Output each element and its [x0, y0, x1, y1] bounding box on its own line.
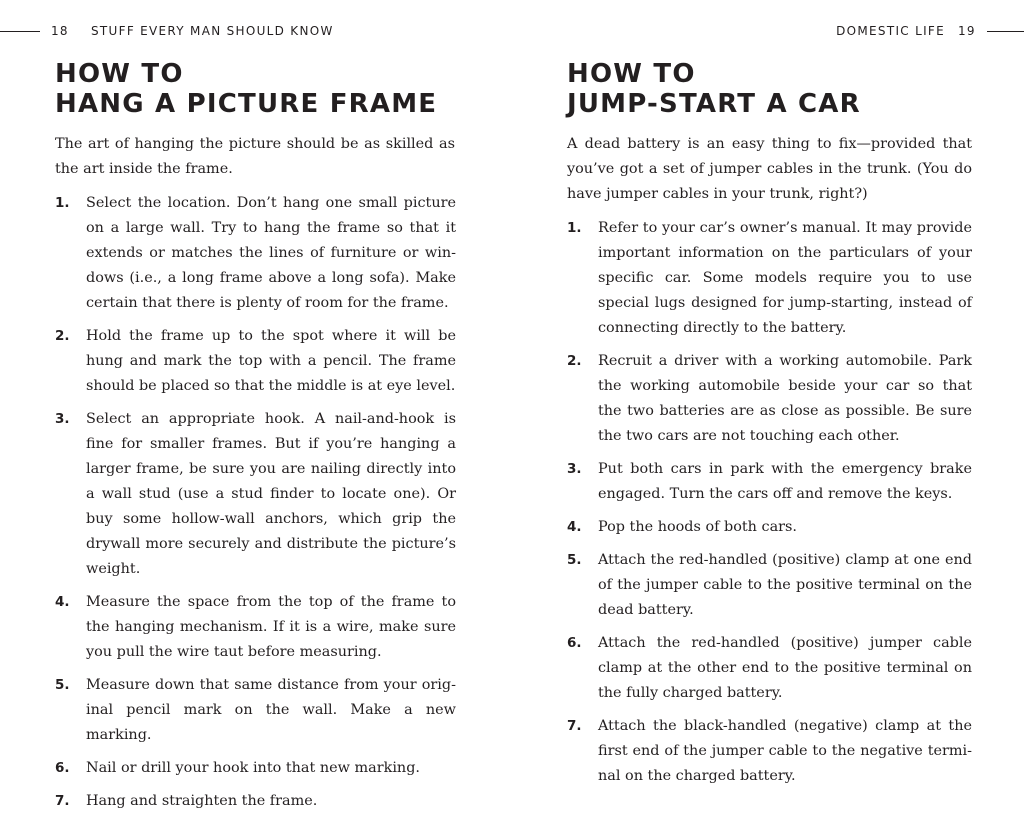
step-text: Hang and straighten the frame. [86, 793, 318, 809]
right-page [512, 0, 1024, 839]
step-number: 6. [55, 760, 70, 776]
step-number: 6. [567, 635, 582, 651]
step-text: Measure the space from the top of the frame to the hanging mechanism. If it is a wire, make sure you pull the wire taut before measuring. [86, 594, 456, 660]
step-item [567, 548, 972, 623]
running-head-rule [0, 31, 40, 32]
step-text: Refer to your car’s owner’s manual. It may provide important information on the particulars of your specific car. Some models require you to use special lugs designed for jump-starting, instead of connecting directly to the battery. [598, 220, 972, 336]
step-number: 4. [55, 594, 70, 610]
step-item [567, 631, 972, 706]
running-head-title: STUFF EVERY MAN SHOULD KNOW [91, 24, 334, 38]
step-item [55, 590, 456, 665]
step-item [567, 349, 972, 449]
steps-list [567, 216, 972, 797]
step-text: Nail or drill your hook into that new marking. [86, 760, 420, 776]
step-text: Hold the frame up to the spot where it will be hung and mark the top with a pencil. The frame should be placed so that the middle is at eye level. [86, 328, 456, 394]
step-text: Put both cars in park with the emergency brake engaged. Turn the cars off and remove the keys. [598, 461, 972, 502]
heading-line-2: JUMP-START A CAR [567, 89, 861, 119]
step-text: Attach the red-handled (positive) clamp at one end of the jumper cable to the positive terminal on the dead battery. [598, 552, 972, 618]
step-item [567, 457, 972, 507]
step-item [55, 756, 456, 781]
intro-paragraph: The art of hanging the picture should be as skilled as the art inside the frame. [55, 136, 455, 177]
step-number: 4. [567, 519, 582, 535]
step-text: Attach the red-handled (positive) jumper cable clamp at the other end to the positive terminal on the fully charged battery. [598, 635, 972, 701]
steps-list [55, 191, 456, 822]
step-number: 2. [55, 328, 70, 344]
step-number: 7. [567, 718, 582, 734]
step-text: Select the location. Don’t hang one small picture on a large wall. Try to hang the frame so that it extends or matches the lines of furniture or windows (i.e., a long frame above a long sofa). Make certain that there is plenty of room for the frame. [86, 195, 456, 311]
step-number: 5. [55, 677, 70, 693]
step-item [55, 324, 456, 399]
step-text: Attach the black-handled (negative) clamp at the first end of the jumper cable to the negative terminal on the charged battery. [598, 718, 972, 784]
step-number: 3. [55, 411, 70, 427]
step-number: 2. [567, 353, 582, 369]
running-head-rule [987, 31, 1024, 32]
intro-paragraph: A dead battery is an easy thing to fix—provided that you’ve got a set of jumper cables in the trunk. (You do have jumper cables in your trunk, right?) [567, 136, 972, 202]
heading-line-1: HOW TO [55, 59, 184, 89]
step-number: 5. [567, 552, 582, 568]
step-item [567, 216, 972, 341]
page-number: 19 [958, 24, 976, 38]
step-text: Measure down that same distance from your original pencil mark on the wall. Make a new marking. [86, 677, 456, 743]
step-item [55, 407, 456, 582]
step-number: 7. [55, 793, 70, 809]
page-number: 18 [51, 24, 69, 38]
step-item [55, 191, 456, 316]
chapter-heading [55, 59, 437, 119]
chapter-heading [567, 59, 861, 119]
step-text: Recruit a driver with a working automobile. Park the working automobile beside your car so that the two batteries are as close as possible. Be sure the two cars are not touching each other. [598, 353, 972, 444]
running-head-title: DOMESTIC LIFE [836, 24, 945, 38]
step-text: Pop the hoods of both cars. [598, 519, 798, 535]
step-text: Select an appropriate hook. A nail-and-hook is fine for smaller frames. But if you’re hanging a larger frame, be sure you are nailing directly into a wall stud (use a stud finder to locate one). Or buy some hollow-wall anchors, which grip the drywall more securely and distribute the picture’s weight. [86, 411, 456, 577]
step-item [55, 673, 456, 748]
step-item [55, 789, 456, 814]
step-number: 3. [567, 461, 582, 477]
step-item [567, 714, 972, 789]
step-item [567, 515, 972, 540]
step-number: 1. [55, 195, 70, 211]
step-number: 1. [567, 220, 582, 236]
heading-line-2: HANG A PICTURE FRAME [55, 89, 438, 119]
heading-line-1: HOW TO [567, 59, 696, 89]
